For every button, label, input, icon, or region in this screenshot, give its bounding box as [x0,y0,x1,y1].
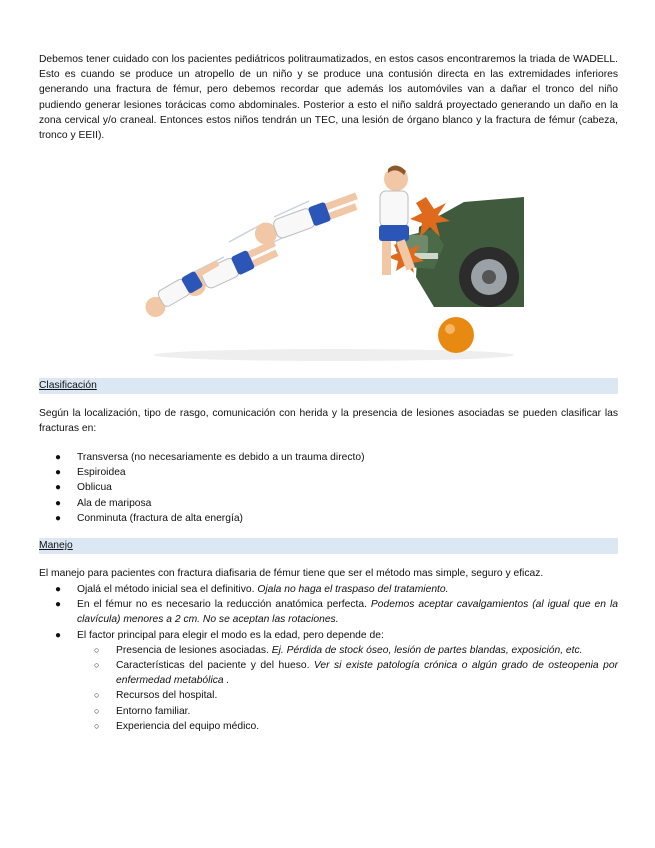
circle-bullet-icon: ○ [94,660,100,671]
ball-shape [438,317,474,353]
circle-bullet-icon: ○ [94,705,100,716]
list-item: ● Ojalá el método inicial sea el definitivo. Ojala no haga el traspaso del tratamiento. [77,582,618,597]
manejo-sublist [77,643,618,734]
bullet-icon: ● [55,599,62,611]
bullet-icon: ● [55,629,62,641]
list-item: ● Conminuta (fractura de alta energía) [77,511,617,526]
sublist-item: ○ Características del paciente y del hueso. Ver si existe patología crónica o algún grado de osteopenia por enfermedad metabólica . [94,660,618,687]
manejo-intro: El manejo para pacientes con fractura diafisaria de fémur tiene que ser el método mas simple, seguro y eficaz. [39,568,544,579]
list-item: ● Espiroidea [77,465,617,480]
bullet-icon: ● [55,512,62,524]
list-item: ● Oblicua [77,480,617,495]
waddell-triad-illustration [134,157,524,363]
bullet-icon: ● [55,452,62,463]
circle-bullet-icon: ○ [94,720,100,731]
section-heading-clasificacion [39,378,618,394]
circle-bullet-icon: ○ [94,690,100,701]
manejo-list [55,582,618,734]
bullet-icon: ● [55,497,62,509]
clasificacion-intro: Según la localización, tipo de rasgo, comunicación con herida y la presencia de lesiones asociadas se pueden clasificar las fracturas en: [39,408,618,435]
list-item: ● Transversa (no necesariamente es debido a un trauma directo) [77,450,617,465]
bullet-icon: ● [55,467,62,479]
section-heading-manejo [39,538,618,554]
sublist-item: ○ Experiencia del equipo médico. [116,719,618,734]
sublist-item: ○ Recursos del hospital. [116,688,618,703]
list-item: ● El factor principal para elegir el modo es la edad, pero depende de: ○ Presencia de lesiones asociadas. Ej. Pérdida de stock óseo, lesión de partes blandas, exposición, etc. ○ Características del paciente y del hueso. Ver si existe patología crónica o algún grado de osteopenia por enfermedad metabólica . ○ Recursos del hospital. ○ Entorno familiar. ○ Experiencia del equipo médico. [77,628,618,734]
sublist-item: ○ Entorno familiar. [116,704,618,719]
illustration-svg [134,157,524,363]
manejo-heading: Manejo [39,540,73,551]
sublist-item: ○ Presencia de lesiones asociadas. Ej. Pérdida de stock óseo, lesión de partes blandas, exposición, etc. [116,643,618,658]
bullet-icon: ● [55,584,62,595]
clasificacion-heading: Clasificación [39,380,97,391]
circle-bullet-icon: ○ [94,644,100,655]
bullet-icon: ● [55,482,62,494]
intro-paragraph: Debemos tener cuidado con los pacientes pediátricos politraumatizados, en estos casos encontraremos la triada de WADELL. Esto es cuando se produce un atropello de un niño y se produce una contusión directa en las extremidades inferiores generando una fractura de fémur, pero debemos recordar que además los automóviles van a dañar el tronco del niño pudiendo generar lesiones torácicas como abdominales. Posterior a esto el niño saldrá proyectado generando un daño en la zona cervical y/o craneal. Entonces estos niños tendrán un TEC, una lesión de órgano blanco y la fractura de fémur (cabeza, tronco y EEII). [39,54,618,142]
list-item: ● En el fémur no es necesario la reducción anatómica perfecta. Podemos aceptar cavalgamientos (al igual que en la clavícula) menores a 2 cm. No se aceptan las rotaciones. [55,599,618,626]
list-item: ● Ala de mariposa [77,496,617,511]
fracture-types-list [55,450,617,526]
